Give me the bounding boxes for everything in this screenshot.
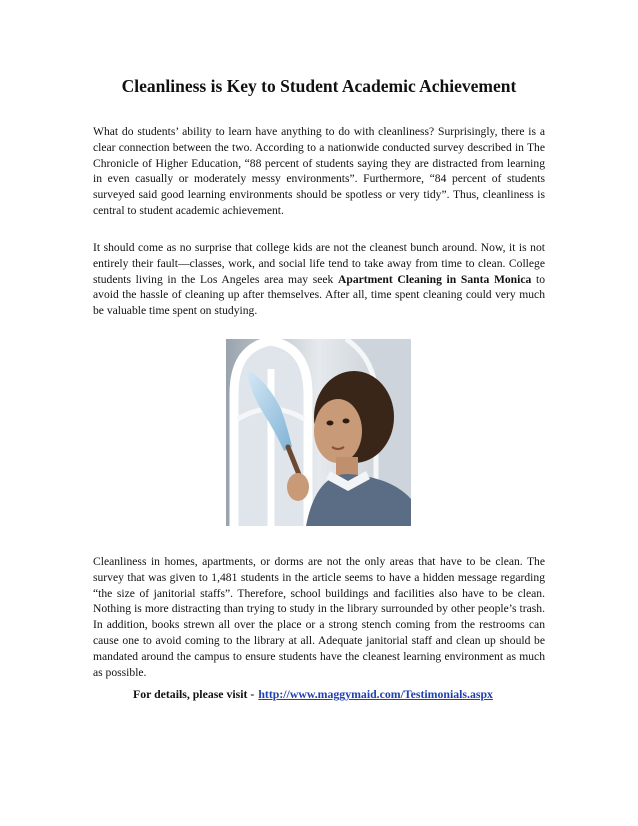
apartment-cleaning-bold-text: Apartment Cleaning in Santa Monica — [338, 272, 532, 286]
cleaning-woman-photo — [226, 339, 411, 526]
footer-label: For details, please visit - — [133, 687, 255, 701]
paragraph-intro: What do students’ ability to learn have anything to do with cleanliness? Surprisingly, there is a clear connection between the two. According to a nationwide conducted survey described in The Chronicle of Higher Education, “88 percent of students saying they are distracted from learning in even casually or moderately messy environments”. Furthermore, “84 percent of students surveyed said good learning environments should be spotless or very tidy”. Thus, cleanliness is central to student academic achievement. — [93, 125, 545, 217]
document-title: Cleanliness is Key to Student Academic Achievement — [121, 76, 517, 96]
testimonials-link[interactable]: http://www.maggymaid.com/Testimonials.aspx — [258, 687, 493, 701]
paragraph-college-text-end: to avoid the hassle of cleaning up after themselves. After all, time spent cleaning could very much be valuable time spent on studying. — [93, 272, 545, 318]
paragraph-college — [93, 240, 545, 319]
footer-visit-line — [133, 687, 493, 702]
paragraph-campus: Cleanliness in homes, apartments, or dorms are not the only areas that have to be clean. The survey that was given to 1,481 students in the article seems to have a hidden message regarding “the size of janitorial staffs”. Therefore, school buildings and facilities also have to be clean. Nothing is more distracting than trying to study in the library surrounded by other people’s trash. In addition, books strewn all over the place or a strong stench coming from the restrooms can cause one to avoid coming to the library at all. Adequate janitorial staff and clean up should be mandated around the campus to ensure students have the cleanest learning environment as much as possible. — [93, 555, 545, 679]
paragraph-college-text-start: It should come as no surprise that college kids are not the cleanest bunch around. Now, it is not entirely their fault—classes, work, and social life tend to take away from time to clean. College students living in the Los Angeles area may seek — [93, 241, 545, 286]
